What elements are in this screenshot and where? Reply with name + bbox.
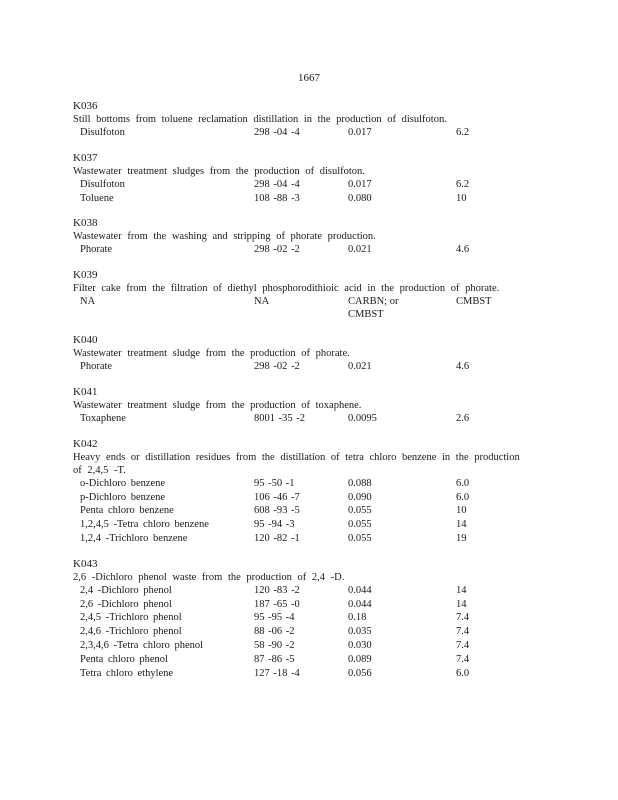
constituent-row bbox=[73, 532, 543, 546]
wastewater-concentration: 0.017 bbox=[348, 127, 372, 138]
constituent-row bbox=[73, 504, 543, 518]
constituent-name: 2,4 -Dichloro phenol bbox=[80, 584, 172, 596]
wastewater-concentration: 0.044 bbox=[348, 584, 372, 596]
constituent-name: Tetra chloro ethylene bbox=[80, 667, 174, 679]
wastewater-concentration: 0.055 bbox=[348, 505, 372, 517]
waste-description: Filter cake from the filtration of diethyl phosphorodithioic acid in the production of phorate. bbox=[73, 283, 500, 295]
cas-number: NA bbox=[254, 296, 270, 308]
nonwastewater-standard: 7.4 bbox=[456, 612, 470, 624]
nonwastewater-standard: 6.0 bbox=[456, 491, 470, 503]
nonwastewater-standard: 7.4 bbox=[456, 639, 470, 651]
wastewater-concentration: 0.080 bbox=[348, 192, 372, 204]
constituent-name: Penta chloro benzene bbox=[80, 505, 174, 517]
nonwastewater-standard: 2.6 bbox=[456, 412, 470, 424]
constituent-row bbox=[73, 412, 543, 426]
wastewater-concentration-cont: CMBST bbox=[348, 309, 384, 321]
cas-number: 106 -46 -7 bbox=[254, 491, 300, 503]
nonwastewater-standard: 14 bbox=[456, 598, 467, 610]
wastewater-concentration: 0.088 bbox=[348, 477, 372, 489]
nonwastewater-standard: 14 bbox=[456, 584, 467, 596]
constituent-name: 2,4,5 -Trichloro phenol bbox=[80, 612, 182, 624]
cas-number: 95 -95 -4 bbox=[254, 612, 295, 624]
cas-number: 87 -86 -5 bbox=[254, 653, 295, 665]
constituent-name: 1,2,4 -Trichloro benzene bbox=[80, 532, 188, 544]
waste-description: 2,6 -Dichloro phenol waste from the production of 2,4 -D. bbox=[73, 571, 345, 583]
waste-code: K042 bbox=[73, 437, 98, 450]
waste-code-list bbox=[73, 100, 543, 692]
wastewater-concentration: 0.089 bbox=[348, 653, 372, 665]
constituent-row bbox=[73, 611, 543, 625]
waste-section-k042 bbox=[73, 438, 543, 546]
constituent-row bbox=[73, 126, 543, 140]
waste-description: Wastewater treatment sludges from the production of disulfoton. bbox=[73, 165, 365, 177]
constituent-row bbox=[73, 178, 543, 192]
waste-section-k038 bbox=[73, 217, 543, 257]
nonwastewater-standard: 6.0 bbox=[456, 477, 470, 489]
cas-number: 120 -83 -2 bbox=[254, 584, 300, 596]
nonwastewater-standard: 6.2 bbox=[456, 127, 470, 138]
constituent-row bbox=[73, 295, 543, 322]
constituent-row bbox=[73, 598, 543, 612]
waste-section-k043 bbox=[73, 558, 543, 681]
constituent-name: NA bbox=[80, 296, 96, 308]
nonwastewater-standard: 7.4 bbox=[456, 626, 470, 638]
nonwastewater-standard: CMBST bbox=[456, 296, 492, 308]
cas-number: 95 -94 -3 bbox=[254, 519, 295, 531]
constituent-row bbox=[73, 360, 543, 374]
constituent-name: p-Dichloro benzene bbox=[80, 491, 166, 503]
wastewater-concentration: 0.021 bbox=[348, 361, 372, 373]
waste-code: K037 bbox=[73, 151, 98, 164]
constituent-name: Penta chloro phenol bbox=[80, 653, 168, 665]
waste-code: K040 bbox=[73, 334, 98, 347]
cas-number: 127 -18 -4 bbox=[254, 667, 300, 679]
nonwastewater-standard: 4.6 bbox=[456, 244, 470, 256]
constituent-row bbox=[73, 653, 543, 667]
waste-code: K041 bbox=[73, 385, 98, 398]
cas-number: 298 -02 -2 bbox=[254, 361, 300, 373]
waste-code: K036 bbox=[73, 100, 98, 112]
wastewater-concentration: 0.044 bbox=[348, 598, 372, 610]
cas-number: 298 -04 -4 bbox=[254, 178, 300, 190]
constituent-row bbox=[73, 477, 543, 491]
nonwastewater-standard: 7.4 bbox=[456, 653, 470, 665]
cas-number: 298 -02 -2 bbox=[254, 244, 300, 256]
nonwastewater-standard: 6.2 bbox=[456, 178, 470, 190]
cas-number: 8001 -35 -2 bbox=[254, 412, 305, 424]
cas-number: 88 -06 -2 bbox=[254, 626, 295, 638]
waste-code: K039 bbox=[73, 269, 98, 282]
cas-number: 298 -04 -4 bbox=[254, 127, 300, 138]
waste-description: Wastewater from the washing and stripping of phorate production. bbox=[73, 231, 376, 243]
constituent-name: 2,4,6 -Trichloro phenol bbox=[80, 626, 182, 638]
wastewater-concentration: 0.0095 bbox=[348, 412, 377, 424]
constituent-name: Phorate bbox=[80, 244, 113, 256]
waste-section-k037 bbox=[73, 152, 543, 206]
page-number: 1667 bbox=[298, 72, 320, 84]
waste-description: Still bottoms from toluene reclamation distillation in the production of disulfoton. bbox=[73, 114, 447, 125]
waste-description: Wastewater treatment sludge from the production of toxaphene. bbox=[73, 399, 362, 411]
constituent-row bbox=[73, 491, 543, 505]
constituent-name: Phorate bbox=[80, 361, 113, 373]
nonwastewater-standard: 4.6 bbox=[456, 361, 470, 373]
waste-section-k041 bbox=[73, 386, 543, 426]
cas-number: 608 -93 -5 bbox=[254, 505, 300, 517]
constituent-row bbox=[73, 243, 543, 257]
constituent-name: Disulfoton bbox=[80, 178, 125, 190]
constituent-name: 1,2,4,5 -Tetra chloro benzene bbox=[80, 519, 209, 531]
nonwastewater-standard: 19 bbox=[456, 532, 467, 544]
constituent-name: Toxaphene bbox=[80, 412, 126, 424]
waste-code: K038 bbox=[73, 217, 98, 230]
nonwastewater-standard: 14 bbox=[456, 519, 467, 531]
cas-number: 108 -88 -3 bbox=[254, 192, 300, 204]
waste-section-k036 bbox=[73, 100, 543, 140]
wastewater-concentration: 0.055 bbox=[348, 532, 372, 544]
cas-number: 58 -90 -2 bbox=[254, 639, 295, 651]
constituent-row bbox=[73, 584, 543, 598]
wastewater-concentration: 0.056 bbox=[348, 667, 372, 679]
nonwastewater-standard: 10 bbox=[456, 192, 467, 204]
waste-description: Wastewater treatment sludge from the production of phorate. bbox=[73, 348, 350, 360]
constituent-row bbox=[73, 518, 543, 532]
cas-number: 120 -82 -1 bbox=[254, 532, 300, 544]
constituent-row bbox=[73, 192, 543, 206]
wastewater-concentration: 0.035 bbox=[348, 626, 372, 638]
constituent-row bbox=[73, 625, 543, 639]
cas-number: 187 -65 -0 bbox=[254, 598, 300, 610]
wastewater-concentration: 0.017 bbox=[348, 178, 372, 190]
constituent-row bbox=[73, 639, 543, 653]
cas-number: 95 -50 -1 bbox=[254, 477, 295, 489]
wastewater-concentration: CARBN; or bbox=[348, 296, 399, 308]
constituent-name: 2,6 -Dichloro phenol bbox=[80, 598, 172, 610]
wastewater-concentration: 0.021 bbox=[348, 244, 372, 256]
constituent-name: Disulfoton bbox=[80, 127, 125, 138]
wastewater-concentration: 0.030 bbox=[348, 639, 372, 651]
constituent-name: 2,3,4,6 -Tetra chloro phenol bbox=[80, 639, 204, 651]
wastewater-concentration: 0.18 bbox=[348, 612, 367, 624]
waste-description: Heavy ends or distillation residues from the distillation of tetra chloro benzene in the production of 2,4,5 -T. bbox=[73, 451, 520, 476]
waste-code: K043 bbox=[73, 557, 98, 570]
wastewater-concentration: 0.090 bbox=[348, 491, 372, 503]
waste-section-k039 bbox=[73, 269, 543, 322]
constituent-name: o-Dichloro benzene bbox=[80, 477, 166, 489]
waste-section-k040 bbox=[73, 334, 543, 374]
wastewater-concentration: 0.055 bbox=[348, 519, 372, 531]
constituent-row bbox=[73, 667, 543, 681]
constituent-name: Toluene bbox=[80, 192, 114, 204]
nonwastewater-standard: 6.0 bbox=[456, 667, 470, 679]
nonwastewater-standard: 10 bbox=[456, 505, 467, 517]
